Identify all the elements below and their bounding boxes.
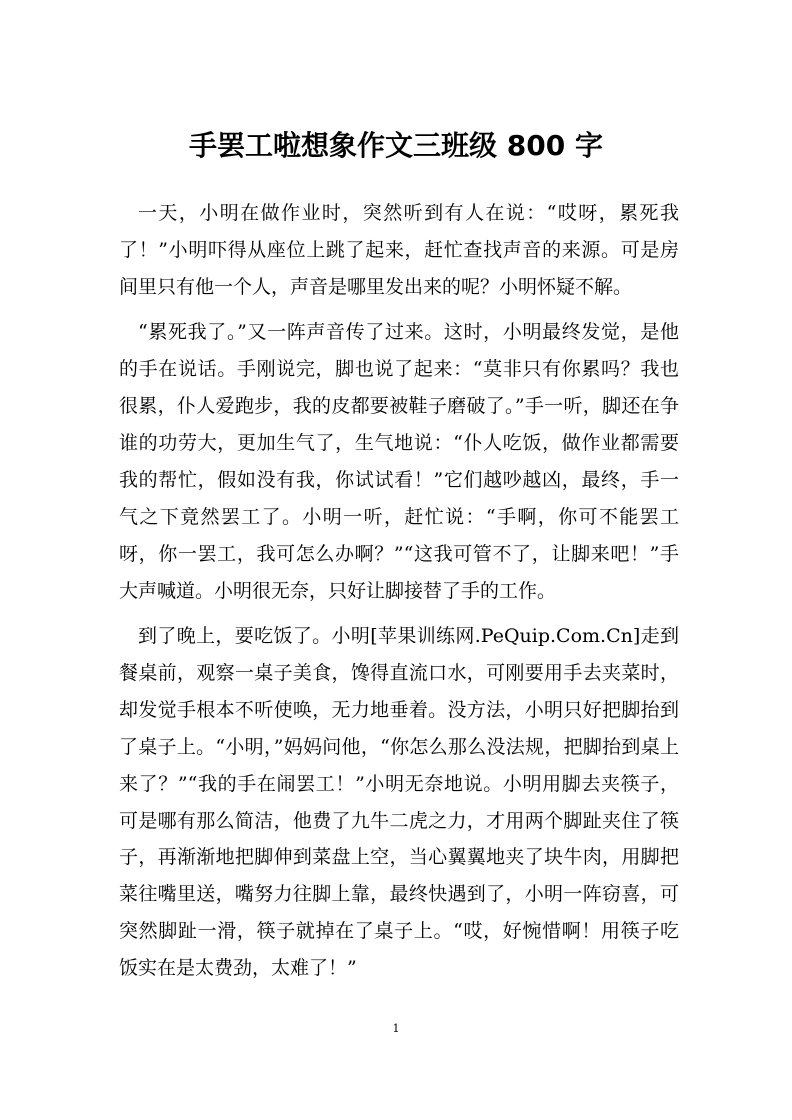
document-title: 手罢工啦想象作文三班级 800 字 xyxy=(189,129,603,162)
paragraph-3: 到了晚上，要吃饭了。小明[苹果训练网.PeQuip.Com.Cn]走到餐桌前，观察一桌子美食，馋得直流口水，可刚要用手去夹菜时，却发觉手根本不听使唤，无力地垂着。没方法，小明只好把脚抬到了桌子上。“小明，”妈妈问他，“你怎么那么没法规，把脚抬到桌上来了？”“我的手在闹罢工！”小明无奈地说。小明用脚去夹筷子，可是哪有那么简洁，他费了九牛二虎之力，才用两个脚趾夹住了筷子，再渐渐地把脚伸到菜盘上空，当心翼翼地夹了块牛肉，用脚把菜往嘴里送，嘴努力往脚上靠，最终快遇到了，小明一阵窃喜，可突然脚趾一滑，筷子就掉在了桌子上。“哎，好惋惜啊！用筷子吃饭实在是太费劲，太难了！” xyxy=(119,624,679,980)
document-body xyxy=(119,195,679,996)
paragraph-1: 一天，小明在做作业时，突然听到有人在说：“哎呀，累死我了！”小明吓得从座位上跳了起来，赶忙查找声音的来源。可是房间里只有他一个人，声音是哪里发出来的呢？小明怀疑不解。 xyxy=(119,202,679,298)
page-number: 1 xyxy=(392,1022,400,1035)
paragraph-2: “累死我了。”又一阵声音传了过来。这时，小明最终发觉，是他的手在说话。手刚说完，脚也说了起来：“莫非只有你累吗？我也很累，仆人爱跑步，我的皮都要被鞋子磨破了。”手一听，脚还在争谁的功劳大，更加生气了，生气地说：“仆人吃饭，做作业都需要我的帮忙，假如没有我，你试试看！”它们越吵越凶，最终，手一气之下竟然罢工了。小明一听，赶忙说：“手啊，你可不能罢工呀，你一罢工，我可怎么办啊？”“这我可管不了，让脚来吧！”手大声喊道。小明很无奈，只好让脚接替了手的工作。 xyxy=(119,321,679,602)
